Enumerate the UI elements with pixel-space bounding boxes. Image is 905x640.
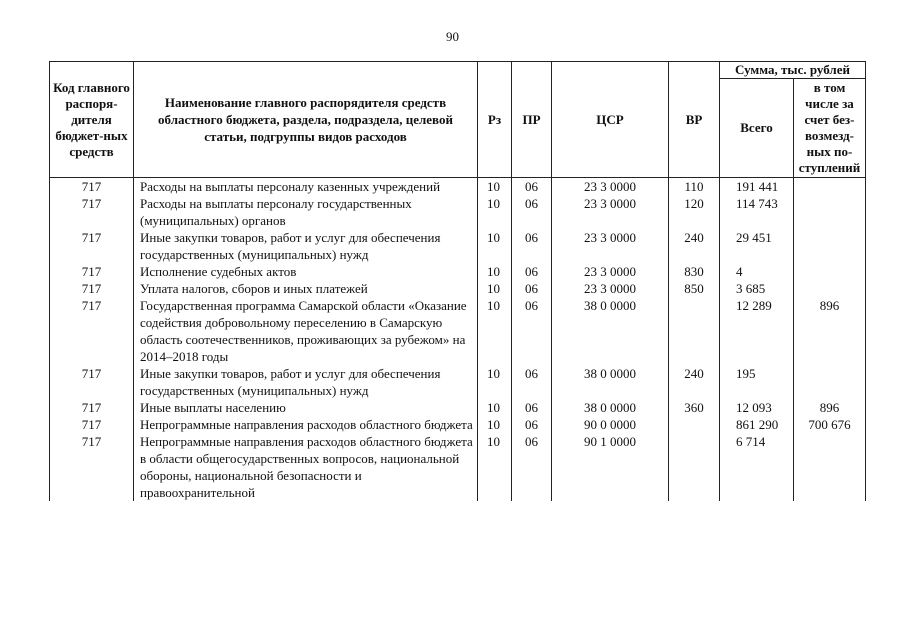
row-vr: 120 [669,195,720,229]
row-name: Расходы на выплаты персоналу государственных (муниципальных) органов [134,195,478,229]
row-total: 12 093 [720,399,794,416]
row-vr [669,416,720,433]
row-rz: 10 [478,229,512,263]
table-row [50,365,866,399]
row-name: Непрограммные направления расходов областного бюджета [134,416,478,433]
row-pr: 06 [512,433,552,501]
row-pr: 06 [512,178,552,196]
page-number: 90 [446,29,459,44]
table-row [50,263,866,280]
row-free: 896 [794,399,866,416]
row-free [794,178,866,196]
row-name: Государственная программа Самарской области «Оказание содействия добровольному переселению в Самарскую область соотечественников, проживающих за рубежом» на 2014–2018 годы [134,297,478,365]
row-name: Исполнение судебных актов [134,263,478,280]
row-pr: 06 [512,195,552,229]
row-pr: 06 [512,229,552,263]
row-csr: 23 3 0000 [552,178,669,196]
row-csr: 23 3 0000 [552,263,669,280]
row-pr: 06 [512,365,552,399]
row-csr: 90 1 0000 [552,433,669,501]
row-rz: 10 [478,399,512,416]
row-name: Непрограммные направления расходов областного бюджета в области общегосударственных вопросов, национальной обороны, национальной безопасности и правоохранительной [134,433,478,501]
row-csr: 23 3 0000 [552,280,669,297]
row-code: 717 [50,365,134,399]
row-vr: 850 [669,280,720,297]
row-vr [669,297,720,365]
row-code: 717 [50,263,134,280]
row-total: 6 714 [720,433,794,501]
row-rz: 10 [478,297,512,365]
table-row [50,297,866,365]
row-pr: 06 [512,416,552,433]
table-row [50,280,866,297]
row-code: 717 [50,433,134,501]
row-total: 861 290 [720,416,794,433]
row-code: 717 [50,399,134,416]
table-row [50,178,866,196]
row-vr: 240 [669,229,720,263]
header-total: Всего [720,79,794,178]
row-free [794,229,866,263]
row-code: 717 [50,195,134,229]
row-total: 3 685 [720,280,794,297]
row-total: 12 289 [720,297,794,365]
row-pr: 06 [512,297,552,365]
row-total: 191 441 [720,178,794,196]
table-body [50,178,866,502]
row-rz: 10 [478,280,512,297]
row-total: 114 743 [720,195,794,229]
row-csr: 23 3 0000 [552,195,669,229]
table-row [50,195,866,229]
row-rz: 10 [478,195,512,229]
row-rz: 10 [478,416,512,433]
row-name: Иные закупки товаров, работ и услуг для обеспечения государственных (муниципальных) нужд [134,365,478,399]
row-free [794,195,866,229]
row-code: 717 [50,280,134,297]
row-free: 896 [794,297,866,365]
row-vr: 240 [669,365,720,399]
row-pr: 06 [512,399,552,416]
row-name: Иные выплаты населению [134,399,478,416]
row-vr: 830 [669,263,720,280]
row-pr: 06 [512,263,552,280]
row-code: 717 [50,416,134,433]
budget-table [49,61,866,501]
row-total: 195 [720,365,794,399]
row-code: 717 [50,297,134,365]
header-csr: ЦСР [552,62,669,178]
header-vr: ВР [669,62,720,178]
row-vr: 110 [669,178,720,196]
table-row [50,416,866,433]
header-code: Код главного распоря-дителя бюджет-ных средств [50,62,134,178]
row-csr: 38 0 0000 [552,399,669,416]
header-rz: Рз [478,62,512,178]
row-vr: 360 [669,399,720,416]
row-code: 717 [50,178,134,196]
table-row [50,399,866,416]
row-total: 4 [720,263,794,280]
row-rz: 10 [478,263,512,280]
header-sum: Сумма, тыс. рублей [720,62,866,79]
row-free [794,433,866,501]
row-free [794,263,866,280]
row-name: Иные закупки товаров, работ и услуг для обеспечения государственных (муниципальных) нужд [134,229,478,263]
row-free [794,280,866,297]
row-csr: 38 0 0000 [552,365,669,399]
row-total: 29 451 [720,229,794,263]
row-csr: 90 0 0000 [552,416,669,433]
row-rz: 10 [478,178,512,196]
row-code: 717 [50,229,134,263]
header-pr: ПР [512,62,552,178]
row-vr [669,433,720,501]
row-free [794,365,866,399]
row-rz: 10 [478,433,512,501]
table-header [50,62,866,178]
row-rz: 10 [478,365,512,399]
row-pr: 06 [512,280,552,297]
table-row [50,433,866,501]
row-csr: 38 0 0000 [552,297,669,365]
row-name: Уплата налогов, сборов и иных платежей [134,280,478,297]
header-free: в том числе за счет без-возмезд-ных по-ступлений [794,79,866,178]
row-csr: 23 3 0000 [552,229,669,263]
row-free: 700 676 [794,416,866,433]
table-row [50,229,866,263]
row-name: Расходы на выплаты персоналу казенных учреждений [134,178,478,196]
header-name: Наименование главного распорядителя средств областного бюджета, раздела, подраздела, целевой статьи, подгруппы видов расходов [134,62,478,178]
